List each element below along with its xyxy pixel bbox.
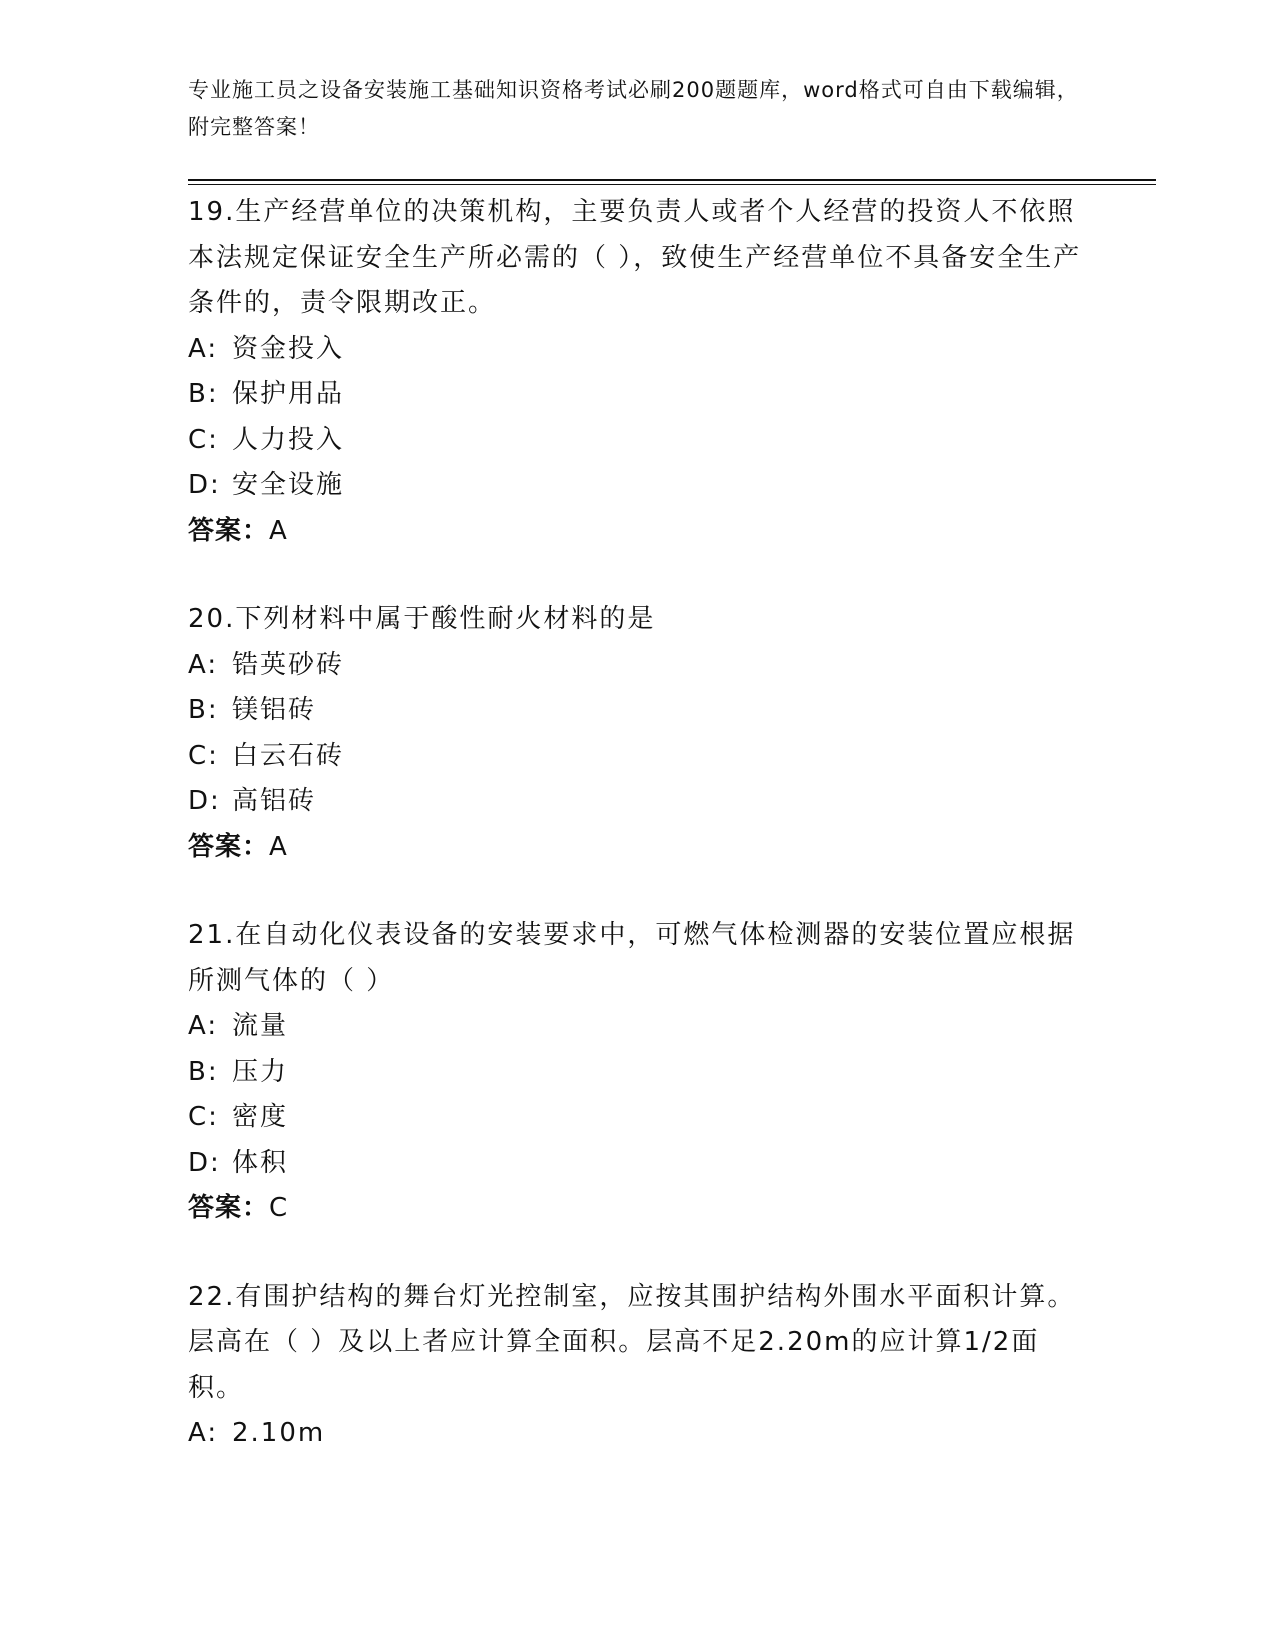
option-letter: C:: [188, 1102, 219, 1132]
option-b: [188, 372, 1088, 418]
header-divider-thick: [188, 179, 1156, 181]
option-letter: A:: [188, 333, 219, 364]
answer-line: [188, 509, 1088, 555]
question-stem: 22.有围护结构的舞台灯光控制室，应按其围护结构外围水平面积计算。层高在（ ）及以上者应计算全面积。层高不足2.20m的应计算1/2面积。: [188, 1281, 1076, 1403]
question-22: [188, 1275, 1088, 1457]
option-b: [188, 688, 1088, 734]
answer-value: C: [269, 1193, 289, 1223]
option-letter: C:: [188, 424, 219, 455]
option-a: [188, 1004, 1088, 1050]
answer-line: [188, 825, 1088, 871]
question-19: [188, 190, 1088, 554]
option-letter: A:: [188, 1418, 219, 1448]
option-text: 体积: [232, 1147, 289, 1178]
option-c: [188, 734, 1088, 780]
option-c: [188, 418, 1088, 464]
answer-label: 答案：: [188, 831, 270, 862]
option-text: 锆英砂砖: [232, 649, 345, 680]
option-text: 镁铝砖: [232, 695, 317, 725]
answer-value: A: [269, 515, 288, 546]
option-letter: D:: [188, 786, 221, 816]
option-letter: B:: [188, 379, 219, 409]
option-text: 保护用品: [232, 379, 345, 409]
option-text: 密度: [232, 1102, 289, 1132]
option-d: [188, 463, 1088, 509]
option-letter: C:: [188, 740, 219, 771]
option-letter: D:: [188, 1147, 221, 1178]
question-stem: 20.下列材料中属于酸性耐火材料的是: [188, 604, 656, 634]
option-text: 2.10m: [232, 1418, 326, 1448]
question-21: [188, 913, 1088, 1232]
answer-label: 答案：: [188, 515, 270, 546]
option-letter: A:: [188, 1011, 219, 1041]
option-d: [188, 779, 1088, 825]
option-text: 流量: [232, 1011, 289, 1041]
option-c: [188, 1095, 1088, 1141]
option-text: 白云石砖: [232, 740, 345, 771]
option-letter: A:: [188, 649, 219, 680]
question-stem: 19.生产经营单位的决策机构，主要负责人或者个人经营的投资人不依照本法规定保证安全生产所必需的（ ），致使生产经营单位不具备安全生产条件的，责令限期改正。: [188, 197, 1082, 318]
header-divider-thin: [188, 184, 1156, 185]
option-a: [188, 1411, 1088, 1457]
option-text: 资金投入: [232, 333, 345, 364]
option-letter: B:: [188, 1056, 219, 1087]
option-letter: D:: [188, 470, 221, 500]
option-d: [188, 1141, 1088, 1187]
answer-label: 答案：: [188, 1193, 270, 1223]
option-letter: B:: [188, 695, 219, 725]
option-text: 人力投入: [232, 424, 345, 455]
option-text: 安全设施: [232, 470, 345, 500]
option-text: 压力: [232, 1056, 289, 1087]
document-header: 专业施工员之设备安装施工基础知识资格考试必刷200题题库，word格式可自由下载编辑，附完整答案！: [188, 78, 1079, 139]
answer-value: A: [269, 831, 288, 862]
option-b: [188, 1050, 1088, 1096]
question-20: [188, 597, 1088, 870]
answer-line: [188, 1186, 1088, 1232]
option-a: [188, 327, 1088, 373]
question-list: [188, 190, 1088, 1500]
option-a: [188, 643, 1088, 689]
question-stem: 21.在自动化仪表设备的安装要求中，可燃气体检测器的安装位置应根据所测气体的（ ）: [188, 920, 1076, 996]
option-text: 高铝砖: [232, 786, 317, 816]
